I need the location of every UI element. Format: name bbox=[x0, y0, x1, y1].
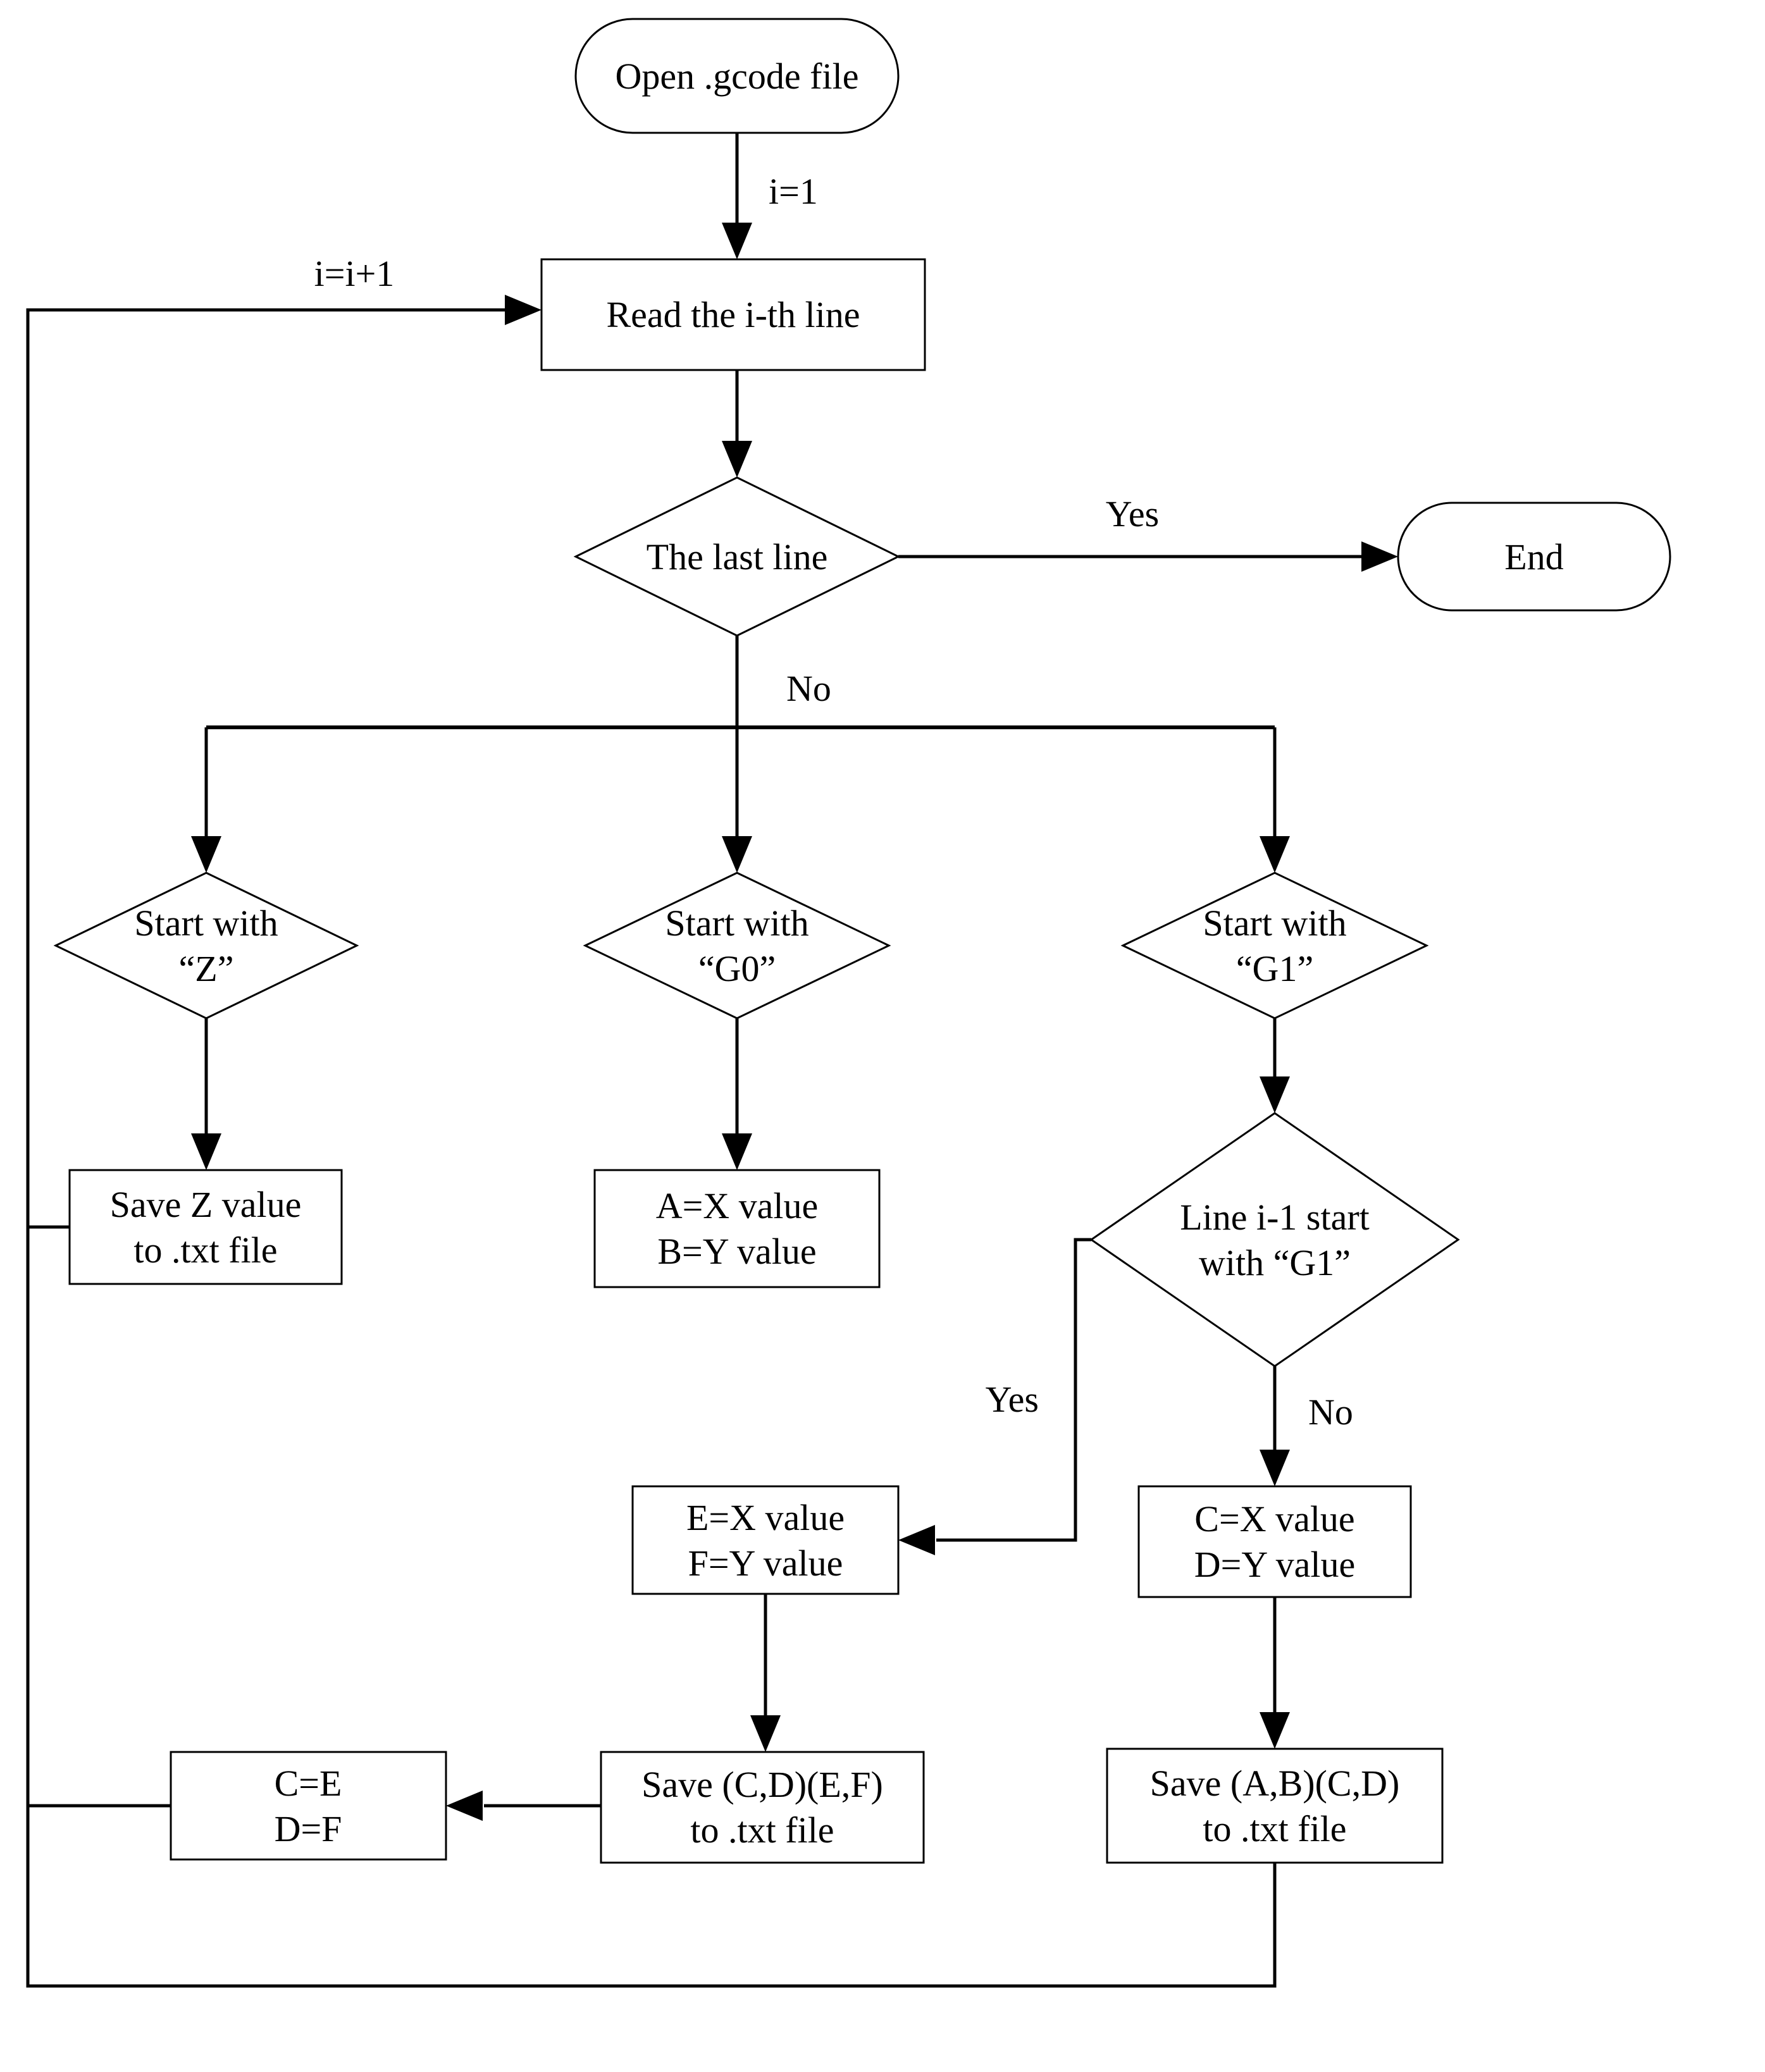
startz-decision-shape bbox=[56, 873, 357, 1018]
arrowhead-down-ab bbox=[722, 1133, 752, 1170]
node-assign-ef bbox=[633, 1486, 898, 1594]
read-line-label: Read the i-th line bbox=[606, 294, 860, 335]
node-assign-ab bbox=[595, 1170, 879, 1287]
assign-ef-line1: E=X value bbox=[686, 1497, 845, 1538]
end-terminator-label: End bbox=[1504, 536, 1564, 577]
arrowhead-down-startz bbox=[191, 836, 221, 873]
arrowhead-down-saveabcd bbox=[1260, 1712, 1290, 1749]
node-lastline-decision bbox=[576, 478, 898, 636]
assign-ab-line2: B=Y value bbox=[657, 1231, 817, 1272]
node-copy-ef-to-cd bbox=[171, 1752, 446, 1859]
startg1-decision-shape bbox=[1123, 873, 1427, 1018]
label-linei1-no: No bbox=[1308, 1391, 1353, 1433]
start-terminator-label: Open .gcode file bbox=[615, 56, 859, 97]
arrowhead-down-savez bbox=[191, 1133, 221, 1170]
linei1-decision-shape bbox=[1091, 1113, 1458, 1366]
assign-ab-line1: A=X value bbox=[655, 1185, 819, 1226]
node-read-line bbox=[542, 259, 925, 370]
arrowhead-down-read bbox=[722, 223, 752, 259]
copy-ef-to-cd-line2: D=F bbox=[274, 1808, 342, 1849]
label-i-increment: i=i+1 bbox=[314, 253, 395, 294]
edges bbox=[28, 133, 1398, 1986]
startg0-decision-line1: Start with bbox=[665, 903, 809, 944]
save-abcd-line1: Save (A,B)(C,D) bbox=[1149, 1763, 1400, 1804]
startg0-decision-shape bbox=[585, 873, 889, 1018]
arrowhead-right-end bbox=[1361, 541, 1398, 572]
node-startz-decision bbox=[56, 873, 357, 1018]
assign-cd-line1: C=X value bbox=[1194, 1498, 1355, 1539]
startg0-decision-line2: “G0” bbox=[698, 948, 776, 989]
arrowhead-down-cd bbox=[1260, 1450, 1290, 1486]
label-lastline-no: No bbox=[786, 668, 831, 709]
node-end-terminator bbox=[1398, 503, 1670, 610]
linei1-decision-line2: with “G1” bbox=[1199, 1242, 1351, 1283]
save-z-line1: Save Z value bbox=[109, 1184, 302, 1225]
label-linei1-yes: Yes bbox=[985, 1379, 1039, 1420]
save-z-line2: to .txt file bbox=[133, 1230, 278, 1271]
node-assign-cd bbox=[1139, 1486, 1411, 1597]
copy-ef-to-cd-line1: C=E bbox=[274, 1763, 342, 1804]
arrowhead-down-linei1 bbox=[1260, 1076, 1290, 1113]
startg1-decision-line1: Start with bbox=[1203, 903, 1347, 944]
assign-ef-line2: F=Y value bbox=[688, 1543, 843, 1584]
startz-decision-line1: Start with bbox=[134, 903, 278, 944]
arrowhead-down-lastline bbox=[722, 441, 752, 478]
label-lastline-yes: Yes bbox=[1105, 493, 1160, 534]
assign-cd-line2: D=Y value bbox=[1194, 1544, 1356, 1585]
lastline-decision-label: The last line bbox=[646, 536, 828, 577]
arrowhead-left-ef bbox=[898, 1525, 935, 1555]
arrowhead-down-startg1 bbox=[1260, 836, 1290, 873]
arrowhead-left-copy bbox=[446, 1791, 483, 1821]
linei1-decision-line1: Line i-1 start bbox=[1180, 1197, 1370, 1238]
node-save-cdef bbox=[601, 1752, 924, 1863]
node-save-z bbox=[70, 1170, 342, 1284]
startg1-decision-line2: “G1” bbox=[1236, 948, 1314, 989]
node-save-abcd bbox=[1107, 1749, 1442, 1863]
startz-decision-line2: “Z” bbox=[178, 948, 234, 989]
node-startg1-decision bbox=[1123, 873, 1427, 1018]
save-cdef-line2: to .txt file bbox=[690, 1810, 834, 1851]
arrowhead-down-savecdef bbox=[750, 1715, 781, 1752]
save-cdef-line1: Save (C,D)(E,F) bbox=[641, 1764, 883, 1805]
node-linei1-decision bbox=[1091, 1113, 1458, 1366]
node-startg0-decision bbox=[585, 873, 889, 1018]
arrowhead-right-read bbox=[505, 295, 542, 325]
save-abcd-line2: to .txt file bbox=[1203, 1808, 1347, 1849]
label-i-init: i=1 bbox=[769, 171, 818, 212]
node-start-terminator bbox=[576, 19, 898, 133]
arrowhead-down-startg0 bbox=[722, 836, 752, 873]
